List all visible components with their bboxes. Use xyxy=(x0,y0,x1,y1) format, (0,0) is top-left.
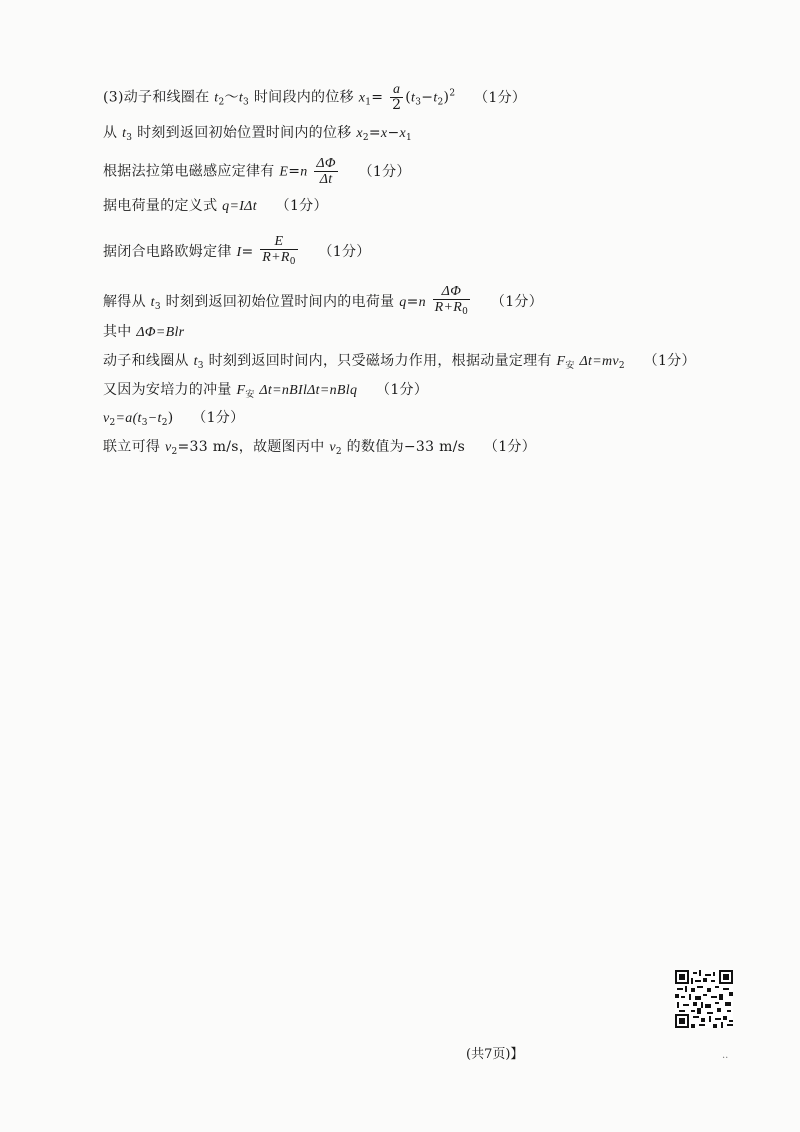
score-label: （1分） xyxy=(275,198,328,214)
symbol: = xyxy=(371,89,384,106)
den-text: R+R xyxy=(262,250,290,265)
score-label: （1分） xyxy=(490,294,544,310)
score-label: （1分） xyxy=(358,163,411,180)
superscript: 2 xyxy=(449,88,456,99)
page-count: (共7页)】 xyxy=(466,1047,524,1062)
text: 时间段内的位移 xyxy=(253,89,354,106)
numerator: a xyxy=(390,82,403,98)
fraction xyxy=(433,284,470,320)
subscript: 安 xyxy=(565,361,575,371)
subscript: 3 xyxy=(243,97,250,108)
var: t xyxy=(214,90,219,106)
formula: −t xyxy=(147,411,162,426)
text: 其中 xyxy=(103,324,132,340)
var: t xyxy=(238,90,244,106)
var: x xyxy=(356,126,363,141)
symbol: ～ xyxy=(224,89,239,106)
symbol: ) xyxy=(443,89,450,106)
score-label: （1分） xyxy=(483,439,537,455)
formula: Δt=mv xyxy=(579,354,619,369)
formula: ΔΦ=Blr xyxy=(136,325,185,340)
score-label: （1分） xyxy=(474,89,527,106)
var: v xyxy=(164,440,172,455)
subscript: 3 xyxy=(415,97,422,108)
subscript: 3 xyxy=(126,133,133,143)
fraction xyxy=(260,234,297,270)
var: t xyxy=(122,126,127,141)
subscript: 0 xyxy=(462,307,469,317)
subscript: 2 xyxy=(362,133,369,143)
var: t xyxy=(411,90,416,106)
subscript: 2 xyxy=(171,447,178,457)
text: 据闭合电路欧姆定律 xyxy=(103,244,232,260)
text: 时刻到返回初始位置时间内的位移 xyxy=(137,125,352,141)
subscript: 3 xyxy=(141,418,148,428)
var: x xyxy=(358,90,366,106)
solution-line-3 xyxy=(103,156,411,187)
subscript: 2 xyxy=(618,361,625,371)
symbol: − xyxy=(387,125,400,141)
solution-line-9 xyxy=(103,380,428,405)
numerator: E xyxy=(260,234,297,250)
solution-line-2 xyxy=(103,123,412,148)
var: n xyxy=(418,295,426,310)
subscript: 0 xyxy=(289,257,296,267)
text: 联立可得 xyxy=(103,439,161,455)
text: 根据法拉第电磁感应定律有 xyxy=(103,163,275,180)
formula: =a(t xyxy=(115,411,142,426)
var: n xyxy=(300,164,308,180)
subscript: 2 xyxy=(109,418,116,428)
solution-line-7 xyxy=(103,322,184,343)
text: 的数值为−33 m/s xyxy=(346,439,466,455)
score-label: （1分） xyxy=(192,410,245,426)
solution-line-10 xyxy=(103,408,244,433)
solution-line-4 xyxy=(103,196,328,217)
scan-mark: .. xyxy=(722,1050,729,1061)
fraction xyxy=(390,82,403,113)
denominator xyxy=(433,300,470,320)
text: 时刻到返回时间内，只受磁场力作用，根据动量定理有 xyxy=(208,353,552,369)
subscript: 1 xyxy=(365,97,372,108)
solution-line-6 xyxy=(103,284,543,320)
qr-code-icon xyxy=(675,970,733,1028)
numerator: ΔΦ xyxy=(316,156,336,171)
var: t xyxy=(433,90,438,106)
denominator: 2 xyxy=(392,97,402,113)
score-label: （1分） xyxy=(376,382,429,398)
numerator: ΔΦ xyxy=(433,284,470,300)
text: 时刻到返回初始位置时间内的电荷量 xyxy=(165,294,395,310)
var: v xyxy=(103,411,110,426)
denominator: Δt xyxy=(319,172,333,187)
solution-line-8 xyxy=(103,351,696,376)
score-label: （1分） xyxy=(643,353,696,369)
var: q xyxy=(399,295,407,310)
subscript: 安 xyxy=(245,390,255,400)
var: t xyxy=(150,295,155,310)
symbol: = xyxy=(368,125,381,141)
var: I xyxy=(236,245,242,260)
symbol: = xyxy=(288,163,301,180)
var: F xyxy=(556,354,566,369)
denominator xyxy=(260,250,297,270)
den-text: R+R xyxy=(434,300,463,315)
solution-line-1 xyxy=(103,82,526,113)
subscript: 2 xyxy=(161,418,168,428)
formula: q=IΔt xyxy=(222,199,257,214)
subscript: 2 xyxy=(218,97,225,108)
text: 又因为安培力的冲量 xyxy=(103,382,232,398)
text: (3)动子和线圈在 xyxy=(103,89,210,106)
text: 动子和线圈从 xyxy=(103,353,189,369)
symbol: ) xyxy=(167,410,174,426)
var: x xyxy=(380,126,388,141)
text: 据电荷量的定义式 xyxy=(103,198,218,214)
subscript: 1 xyxy=(405,133,413,143)
subscript: 2 xyxy=(437,97,444,108)
subscript: 2 xyxy=(335,447,342,457)
var: F xyxy=(236,383,246,398)
symbol: − xyxy=(421,89,434,106)
solution-line-11 xyxy=(103,437,536,462)
fraction xyxy=(314,156,337,187)
var: x xyxy=(399,126,406,141)
text: 解得从 xyxy=(103,294,146,310)
var: E xyxy=(279,164,289,180)
text: =33 m/s，故题图丙中 xyxy=(177,439,325,455)
subscript: 3 xyxy=(197,361,204,371)
subscript: 3 xyxy=(154,302,161,312)
var: t xyxy=(193,354,198,369)
symbol: = xyxy=(406,294,419,310)
text: 从 xyxy=(103,125,118,141)
solution-line-5 xyxy=(103,234,371,270)
score-label: （1分） xyxy=(318,244,371,260)
symbol: = xyxy=(241,244,254,260)
formula: Δt=nBIlΔt=nBlq xyxy=(259,383,358,398)
var: v xyxy=(329,440,336,455)
symbol: ( xyxy=(405,89,412,106)
